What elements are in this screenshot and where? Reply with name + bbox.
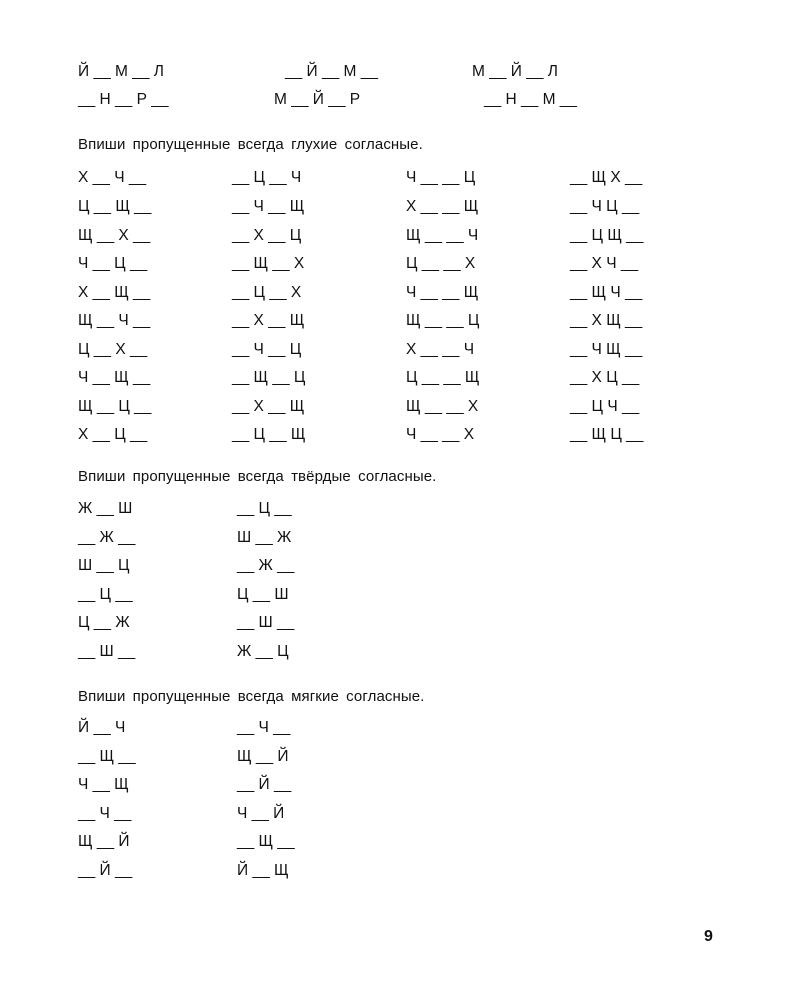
exercise-row (0, 830, 800, 854)
letter-pattern: __ Ч __ (237, 719, 291, 736)
letter-pattern: Х __ Ч __ (78, 169, 147, 186)
exercise-row (0, 859, 800, 883)
letter-pattern: Щ __ Ч __ (78, 312, 151, 329)
letter-pattern: __ Ц __ Щ (232, 426, 306, 443)
letter-pattern: __ Ш __ (237, 614, 295, 631)
letter-pattern: __ Щ __ Ц (232, 369, 306, 386)
exercise-row (0, 281, 800, 305)
letter-pattern: Ч __ Щ (78, 776, 129, 793)
letter-pattern: Х __ __ Ч (406, 341, 475, 358)
exercise-row (0, 195, 800, 219)
exercise-row (0, 802, 800, 826)
letter-pattern: Ж __ Ц (237, 643, 289, 660)
letter-pattern: Х __ Ц __ (78, 426, 148, 443)
exercise-row (0, 554, 800, 578)
letter-pattern: __ Ж __ (237, 557, 295, 574)
letter-pattern: __ Щ Ч __ (570, 284, 643, 301)
letter-pattern: Й __ Ч (78, 719, 126, 736)
letter-pattern: Ч __ __ Щ (406, 284, 479, 301)
letter-pattern: __ Ц Щ __ (570, 227, 644, 244)
exercise-row (0, 611, 800, 635)
letter-pattern: __ Ц __ (237, 500, 292, 517)
letter-pattern: __ Ч __ Щ (232, 198, 305, 215)
exercise-instruction: Впиши пропущенные всегда глухие согласные. (78, 136, 423, 153)
letter-pattern: Ц __ Щ __ (78, 198, 152, 215)
letter-pattern: __ Ц __ Ч (232, 169, 302, 186)
letter-pattern: Щ __ Х __ (78, 227, 151, 244)
letter-pattern: __ Щ __ (237, 833, 295, 850)
letter-pattern: __ Ц __ Х (232, 284, 302, 301)
letter-pattern: Й __ Щ (237, 862, 289, 879)
letter-pattern: Ц __ Х __ (78, 341, 148, 358)
letter-pattern: __ Х __ Щ (232, 312, 305, 329)
letter-pattern: Щ __ Й (78, 833, 130, 850)
exercise-row (0, 366, 800, 390)
letter-pattern: Х __ Щ __ (78, 284, 151, 301)
letter-pattern: М __ Й __ Л (472, 63, 558, 80)
letter-pattern: Ш __ Ж (237, 529, 292, 546)
letter-pattern: __ Х __ Щ (232, 398, 305, 415)
letter-pattern: Щ __ __ Ц (406, 312, 480, 329)
letter-pattern: Щ __ __ Ч (406, 227, 479, 244)
letter-pattern: __ Й __ (78, 862, 133, 879)
letter-pattern: Й __ М __ Л (78, 63, 164, 80)
letter-pattern: __ Ч Щ __ (570, 341, 643, 358)
letter-pattern: __ Ч __ (78, 805, 132, 822)
letter-pattern: Ч __ Й (237, 805, 285, 822)
exercise-row (0, 640, 800, 664)
exercise-row (0, 166, 800, 190)
letter-pattern: __ Щ Ц __ (570, 426, 644, 443)
letter-pattern: __ Щ __ (78, 748, 136, 765)
exercise-row (0, 309, 800, 333)
page-number: 9 (704, 928, 713, 945)
exercise-row (0, 526, 800, 550)
exercise-row (0, 338, 800, 362)
letter-pattern: Ш __ Ц (78, 557, 130, 574)
letter-pattern: __ Х Щ __ (570, 312, 643, 329)
exercise-row (0, 224, 800, 248)
letter-pattern: Ц __ __ Х (406, 255, 476, 272)
exercise-row (0, 773, 800, 797)
letter-pattern: __ Ц Ч __ (570, 398, 640, 415)
letter-pattern: Ц __ __ Щ (406, 369, 480, 386)
exercise-row (0, 745, 800, 769)
letter-pattern: __ Ч __ Ц (232, 341, 302, 358)
exercise-row (0, 88, 800, 112)
letter-pattern: __ Й __ (237, 776, 292, 793)
letter-pattern: Ж __ Ш (78, 500, 133, 517)
letter-pattern: Ц __ Ж (78, 614, 130, 631)
letter-pattern: Ц __ Ш (237, 586, 289, 603)
letter-pattern: Ч __ __ Х (406, 426, 475, 443)
letter-pattern: __ Щ __ Х (232, 255, 305, 272)
exercise-instruction: Впиши пропущенные всегда твёрдые согласные. (78, 468, 437, 485)
exercise-row (0, 716, 800, 740)
letter-pattern: Щ __ Ц __ (78, 398, 152, 415)
letter-pattern: __ Н __ Р __ (78, 91, 169, 108)
letter-pattern: __ Х __ Ц (232, 227, 302, 244)
letter-pattern: Ч __ __ Ц (406, 169, 476, 186)
letter-pattern: __ Ш __ (78, 643, 136, 660)
letter-pattern: __ Х Ц __ (570, 369, 640, 386)
exercise-row (0, 583, 800, 607)
letter-pattern: __ Х Ч __ (570, 255, 639, 272)
letter-pattern: __ Ж __ (78, 529, 136, 546)
exercise-row (0, 423, 800, 447)
letter-pattern: __ Щ Х __ (570, 169, 643, 186)
letter-pattern: __ Й __ М __ (285, 63, 378, 80)
letter-pattern: __ Ч Ц __ (570, 198, 640, 215)
exercise-row (0, 395, 800, 419)
exercise-row (0, 60, 800, 84)
exercise-row (0, 252, 800, 276)
exercise-instruction: Впиши пропущенные всегда мягкие согласные. (78, 688, 425, 705)
letter-pattern: Щ __ __ Х (406, 398, 479, 415)
exercise-row (0, 497, 800, 521)
letter-pattern: __ Н __ М __ (484, 91, 578, 108)
letter-pattern: Ч __ Щ __ (78, 369, 151, 386)
letter-pattern: Щ __ Й (237, 748, 289, 765)
letter-pattern: Х __ __ Щ (406, 198, 479, 215)
letter-pattern: __ Ц __ (78, 586, 133, 603)
letter-pattern: М __ Й __ Р (274, 91, 361, 108)
letter-pattern: Ч __ Ц __ (78, 255, 148, 272)
